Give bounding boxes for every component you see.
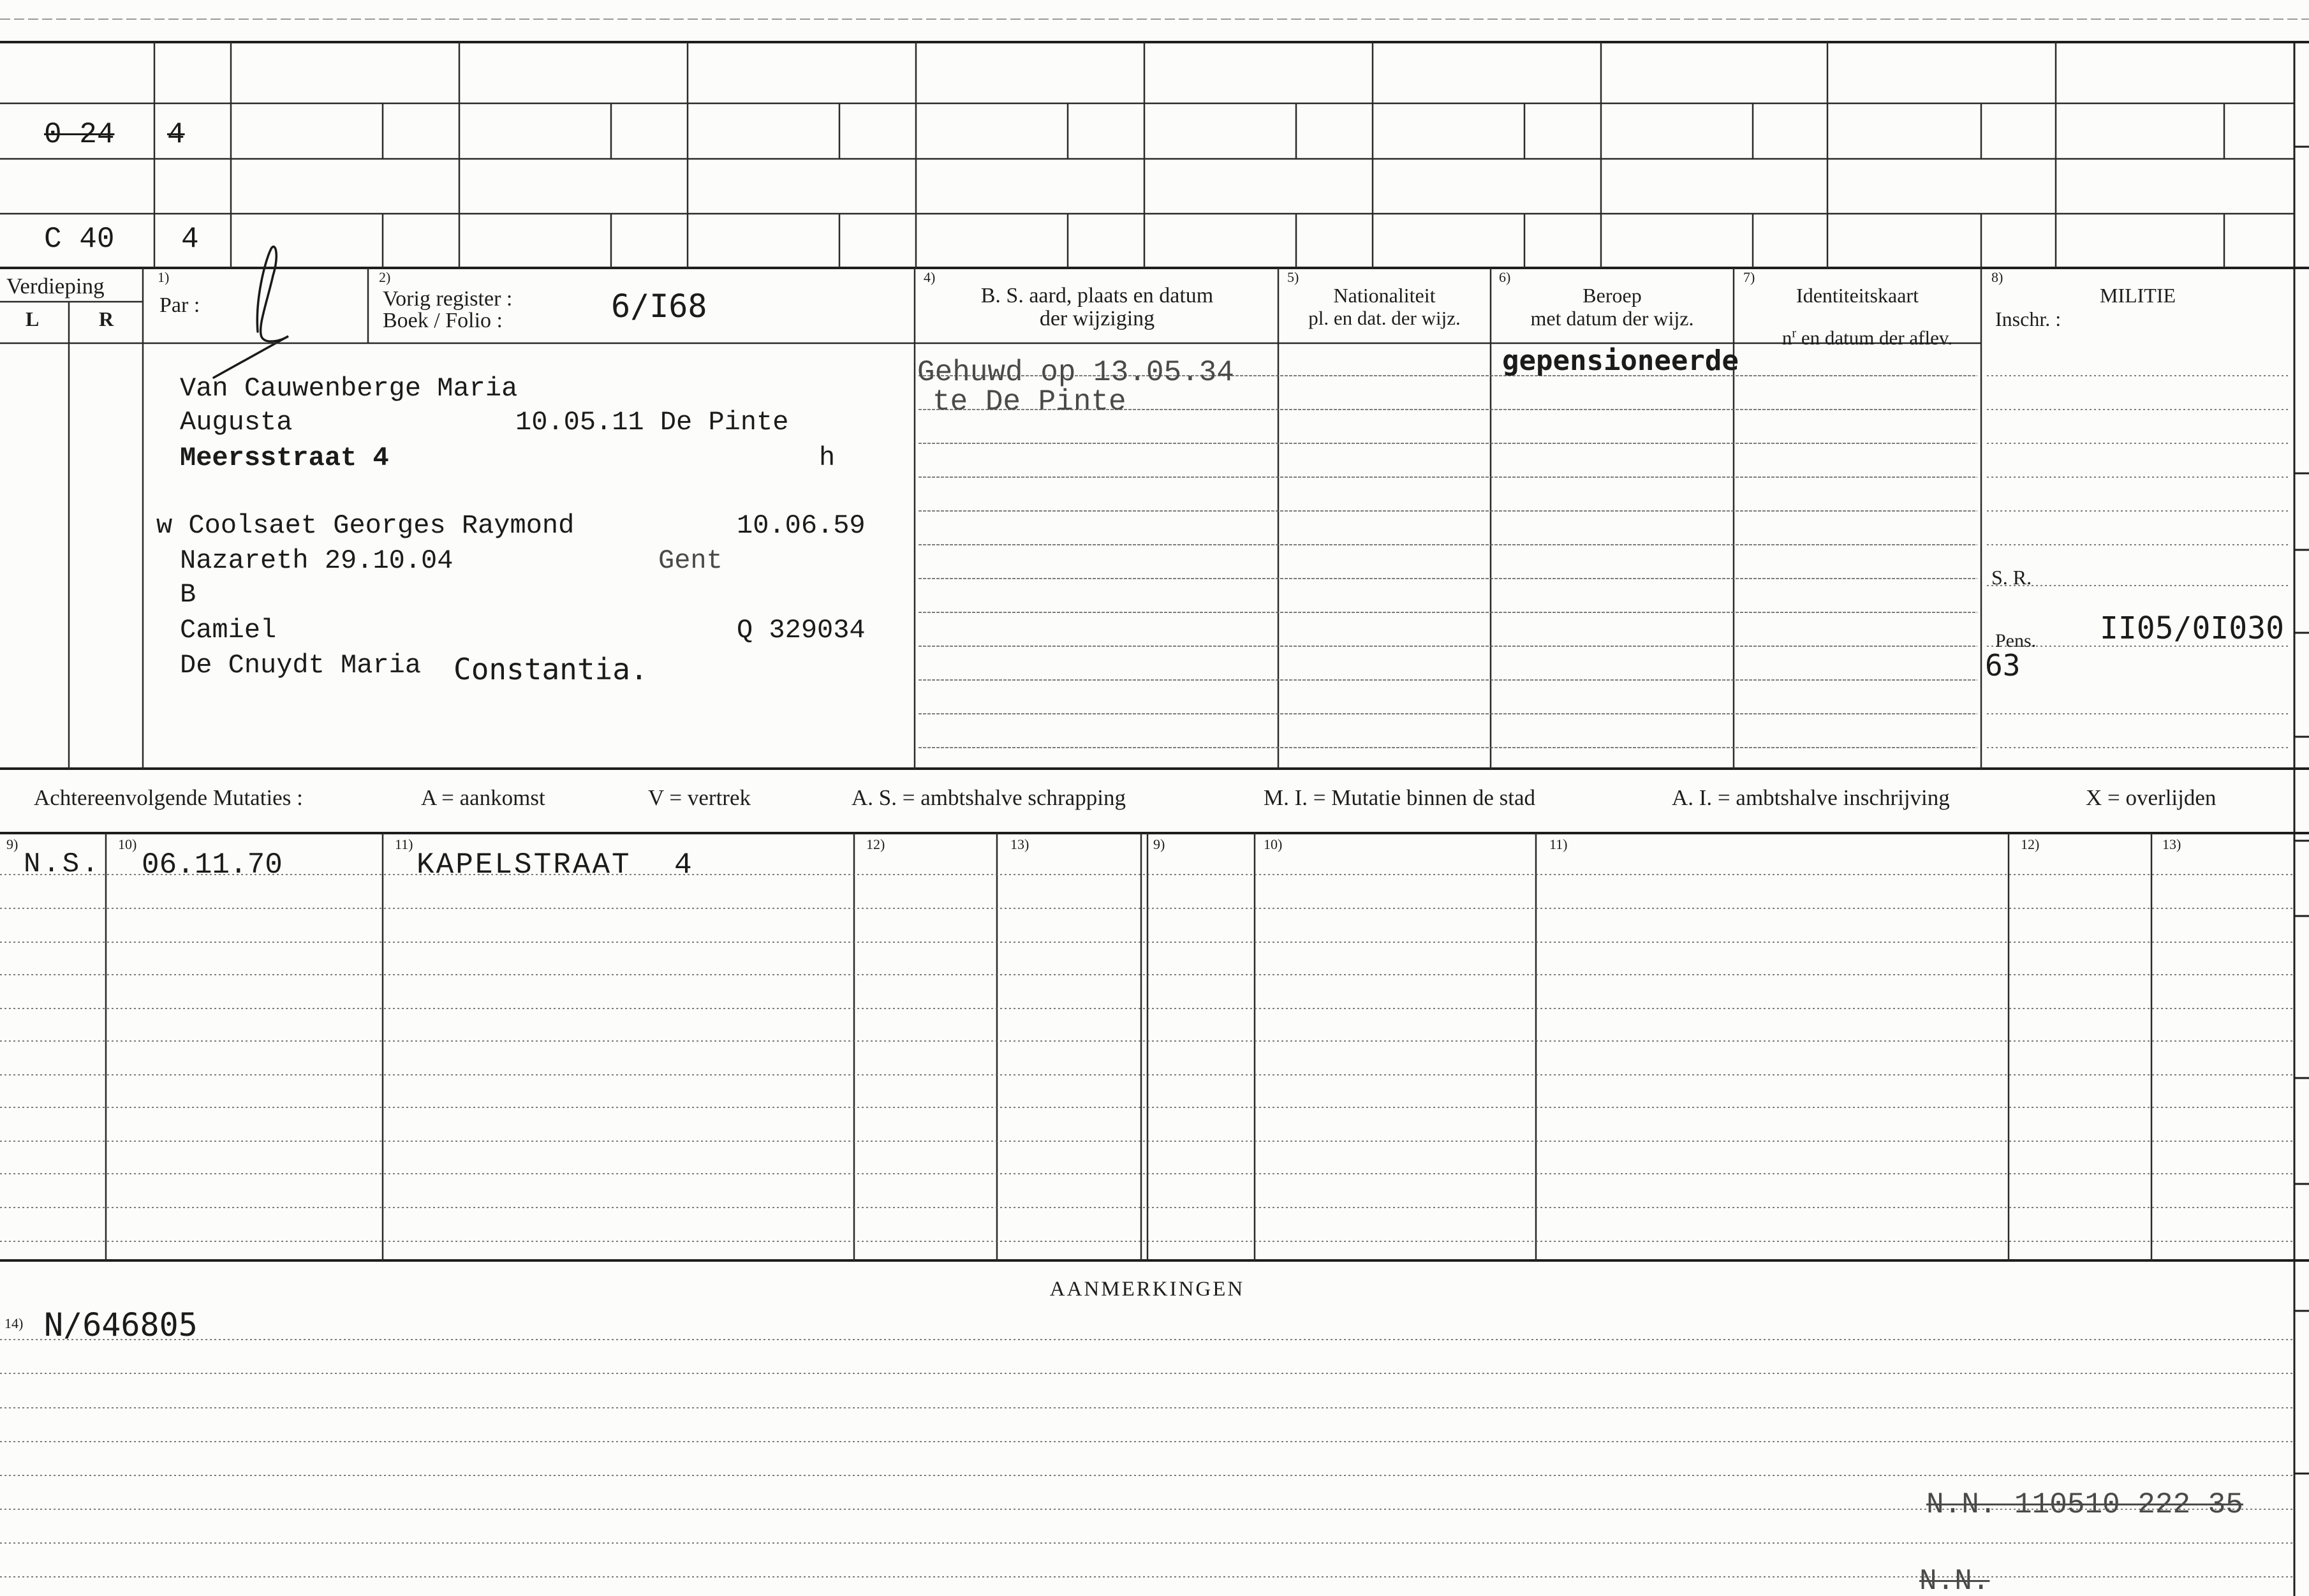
person-first-name: Augusta — [180, 407, 293, 438]
nn-number: N.N. 110510 222 35 — [1926, 1488, 2243, 1521]
aanmerkingen-note: N/646805 — [44, 1306, 198, 1343]
beroep-header-line2: met datum der wijz. — [1530, 307, 1694, 330]
mutaties-column-number: 9) — [6, 836, 18, 852]
mother-second-name: Constantia. — [454, 652, 648, 686]
vorig-register-number: 2) — [379, 269, 391, 285]
par-handwritten-mark — [214, 247, 288, 378]
bs-header-line2: der wijziging — [1039, 307, 1155, 330]
mutatie-type: N.S. — [24, 848, 101, 880]
mutaties-legend-title: Achtereenvolgende Mutaties : — [34, 785, 303, 810]
mutaties-legend-item: M. I. = Mutatie binnen de stad — [1264, 785, 1536, 810]
mutaties-column-number: 9) — [1153, 836, 1165, 852]
beroep-header-line1: Beroep — [1582, 284, 1642, 307]
struck-register-number: 4 — [167, 118, 185, 151]
mutatie-house-number: 4 — [674, 848, 692, 882]
person-sex: h — [819, 443, 836, 473]
aanmerkingen-number: 14) — [4, 1315, 24, 1331]
militie-pens-extra: 63 — [1985, 648, 2021, 683]
mutaties-column-number: 13) — [2162, 836, 2181, 852]
bs-number: 4) — [924, 269, 936, 285]
militie-sr-label: S. R. — [1991, 566, 2032, 589]
par-number: 1) — [158, 269, 170, 285]
identiteitskaart-header-line1: Identiteitskaart — [1796, 284, 1919, 307]
verdieping-right-label: R — [99, 307, 114, 330]
bs-change-line1: Gehuwd op 13.05.34 — [917, 356, 1234, 389]
verdieping-left-label: L — [26, 307, 40, 330]
boek-folio-label: Boek / Folio : — [383, 309, 503, 332]
mutatie-street: KAPELSTRAAT — [417, 848, 631, 882]
mutaties-legend-item: A. S. = ambtshalve schrapping — [852, 785, 1126, 810]
person-address: Meersstraat 4 — [180, 443, 389, 473]
militie-number: 8) — [1991, 269, 2003, 285]
register-code: C 40 — [44, 223, 115, 256]
struck-register-code: 0 24 — [44, 118, 115, 151]
identiteitskaart-header-line2 — [1734, 308, 1981, 367]
mutaties-column-number: 10) — [118, 836, 137, 852]
nn-number-partial: N.N. — [1919, 1565, 1990, 1596]
letter-b: B — [180, 579, 196, 610]
par-label: Par : — [159, 293, 200, 317]
beroep-value: gepensioneerde — [1502, 344, 1739, 377]
nationaliteit-header-line1: Nationaliteit — [1333, 284, 1436, 307]
identiteitskaart-nr-n: n — [1782, 327, 1792, 349]
identiteitskaart-number: 7) — [1743, 269, 1755, 285]
identiteitskaart-nr-sup: r — [1792, 326, 1797, 341]
spouse-name: w Coolsaet Georges Raymond — [156, 510, 575, 541]
mutaties-column-number: 12) — [2021, 836, 2040, 852]
bs-change-line2: te De Pinte — [933, 385, 1126, 418]
mutaties-column-number: 11) — [1549, 836, 1568, 852]
spouse-birth: Nazareth 29.10.04 — [180, 545, 454, 576]
spouse-place: Gent — [658, 545, 723, 576]
mutaties-column-number: 10) — [1264, 836, 1283, 852]
register-number: 4 — [181, 223, 199, 256]
mutaties-legend-item: X = overlijden — [2086, 785, 2217, 810]
father-name: Camiel — [180, 615, 277, 646]
vorig-register-label: Vorig register : — [383, 287, 513, 311]
person-name: Van Cauwenberge Maria — [180, 373, 518, 404]
mutaties-legend-item: A. I. = ambtshalve inschrijving — [1672, 785, 1950, 810]
militie-inschr-label: Inschr. : — [1995, 307, 2062, 330]
mutaties-column-number: 11) — [395, 836, 413, 852]
mutaties-legend-item: V = vertrek — [648, 785, 751, 810]
bs-header-line1: B. S. aard, plaats en datum — [980, 284, 1214, 307]
militie-pens-value: II05/0I030 — [2100, 610, 2284, 646]
mutaties-column-number: 13) — [1010, 836, 1029, 852]
verdieping-label: Verdieping — [6, 274, 105, 299]
militie-title: MILITIE — [2099, 284, 2176, 307]
mutaties-legend-item: A = aankomst — [421, 785, 545, 810]
mutaties-column-number: 12) — [866, 836, 885, 852]
id-code: Q 329034 — [737, 615, 866, 646]
aanmerkingen-title: AANMERKINGEN — [1049, 1278, 1245, 1301]
identiteitskaart-nr-rest: en datum der aflev. — [1796, 327, 1953, 349]
spouse-date: 10.06.59 — [737, 510, 866, 541]
militie-pens-label: Pens. — [1995, 630, 2037, 651]
person-birth: 10.05.11 De Pinte — [515, 407, 789, 438]
beroep-number: 6) — [1499, 269, 1511, 285]
mutatie-date: 06.11.70 — [142, 848, 283, 882]
nationaliteit-header-line2: pl. en dat. der wijz. — [1308, 307, 1461, 329]
boek-folio-value: 6/I68 — [611, 288, 707, 325]
mother-name: De Cnuydt Maria — [180, 650, 422, 681]
nationaliteit-number: 5) — [1287, 269, 1299, 285]
